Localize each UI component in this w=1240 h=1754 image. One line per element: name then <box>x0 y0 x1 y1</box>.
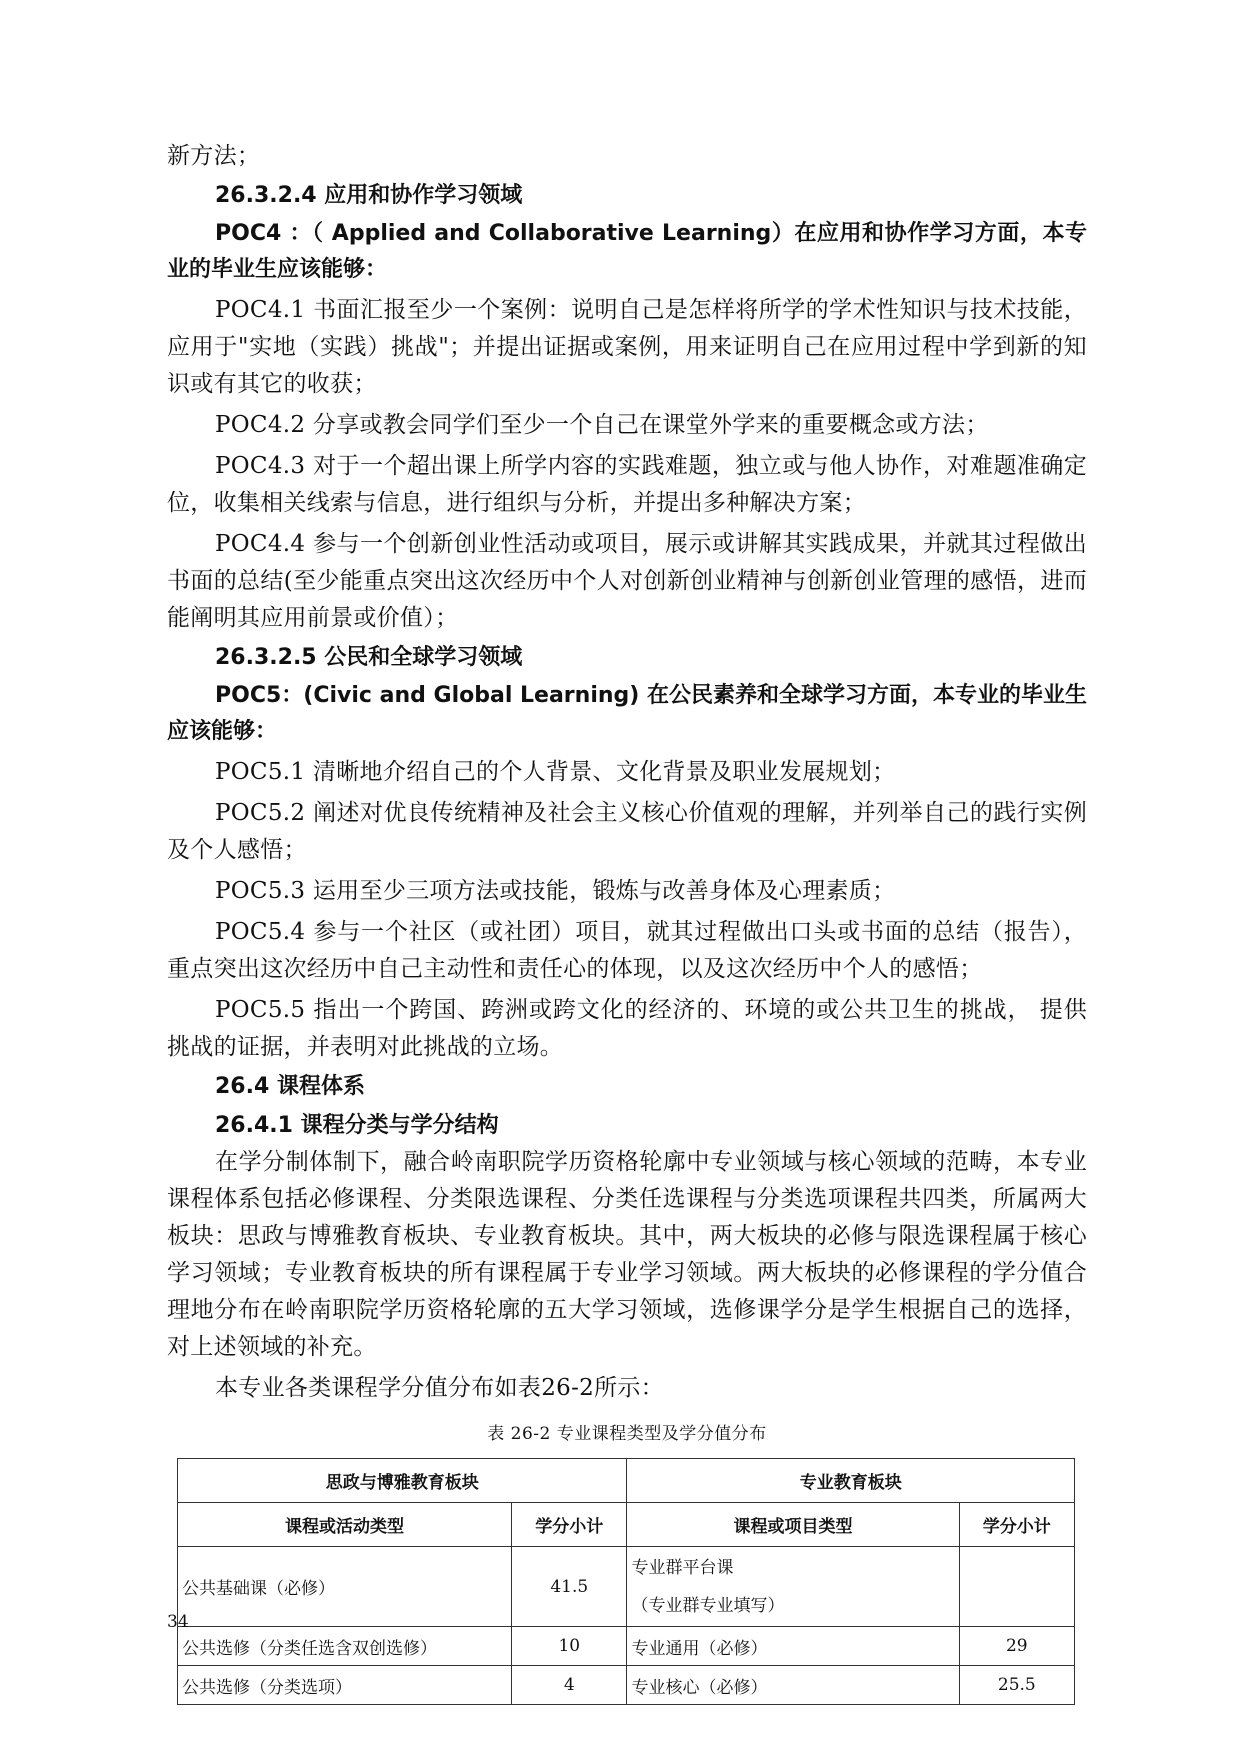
table-cell-line: 专业群平台课 <box>631 1557 734 1578</box>
poc4-4-paragraph: POC4.4 参与一个创新创业性活动或项目，展示或讲解其实践成果，并就其过程做出书面的总结(至少能重点突出这次经历中个人对创新创业精神与创新创业管理的感悟，进而能阐明其应用前景或价值）； <box>167 531 1087 631</box>
poc5-1-paragraph: POC5.1 清晰地介绍自己的个人背景、文化背景及职业发展规划； <box>215 759 896 785</box>
table-row <box>178 1547 1075 1627</box>
poc5-3-paragraph: POC5.3 运用至少三项方法或技能，锻炼与改善身体及心理素质； <box>215 878 896 904</box>
table-cell: 专业核心（必修） <box>627 1666 959 1705</box>
poc5-4-paragraph: POC5.4 参与一个社区（或社团）项目，就其过程做出口头或书面的总结（报告），重点突出这次经历中自己主动性和责任心的体现，以及这次经历中个人的感悟； <box>167 919 1087 982</box>
table-cell: 10 <box>512 1627 627 1666</box>
column-header: 课程或项目类型 <box>627 1503 959 1547</box>
body-paragraph: 在学分制体制下，融合岭南职院学历资格轮廓中专业领域与核心领域的范畴，本专业课程体系包括必修课程、分类限选课程、分类任选课程与分类选项课程共四类，所属两大板块：思政与博雅教育板块、专业教育板块。其中，两大板块的必修与限选课程属于核心学习领域；专业教育板块的所有课程属于专业学习领域。两大板块的必修课程的学分值合理地分布在岭南职院学历资格轮廓的五大学习领域，选修课学分是学生根据自己的选择，对上述领域的补充。 <box>167 1149 1087 1360</box>
table-row <box>178 1666 1075 1705</box>
section-heading-26-4: 26.4 课程体系 <box>215 1074 365 1099</box>
table-cell <box>959 1547 1074 1627</box>
section-heading-26-3-2-4: 26.3.2.4 应用和协作学习领域 <box>215 183 523 208</box>
table-cell <box>627 1547 959 1627</box>
table-row <box>178 1627 1075 1666</box>
column-header: 学分小计 <box>512 1503 627 1547</box>
poc4-heading: POC4 ：（ Applied and Collaborative Learning）在应用和协作学习方面，本专业的毕业生应该能够： <box>167 221 1087 282</box>
credit-distribution-table <box>177 1458 1075 1705</box>
poc4-3-paragraph: POC4.3 对于一个超出课上所学内容的实践难题，独立或与他人协作，对难题准确定位，收集相关线索与信息，进行组织与分析，并提出多种解决方案； <box>167 453 1087 516</box>
poc4-1-paragraph: POC4.1 书面汇报至少一个案例：说明自己是怎样将所学的学术性知识与技术技能，应用于"实地（实践）挑战"；并提出证据或案例，用来证明自己在应用过程中学到新的知识或有其它的收获； <box>167 297 1087 397</box>
section-heading-26-3-2-5: 26.3.2.5 公民和全球学习领域 <box>215 645 523 670</box>
poc4-2-paragraph: POC4.2 分享或教会同学们至少一个自己在课堂外学来的重要概念或方法； <box>215 412 989 438</box>
block-header-left: 思政与博雅教育板块 <box>178 1459 627 1503</box>
column-header: 课程或活动类型 <box>178 1503 512 1547</box>
table-cell: 4 <box>512 1666 627 1705</box>
table-cell: 公共选修（分类选项） <box>178 1666 512 1705</box>
table-cell-line: （专业群专业填写） <box>631 1595 785 1616</box>
page-number: 34 <box>167 1612 189 1632</box>
table-cell: 公共基础课（必修） <box>178 1547 512 1627</box>
section-heading-26-4-1: 26.4.1 课程分类与学分结构 <box>215 1113 499 1138</box>
poc5-2-paragraph: POC5.2 阐述对优良传统精神及社会主义核心价值观的理解，并列举自己的践行实例及个人感悟； <box>167 800 1087 863</box>
table-cell: 25.5 <box>959 1666 1074 1705</box>
table-cell: 公共选修（分类任选含双创选修） <box>178 1627 512 1666</box>
table-cell: 专业通用（必修） <box>627 1627 959 1666</box>
table-intro-paragraph: 本专业各类课程学分值分布如表26-2所示： <box>215 1375 664 1401</box>
block-header-right: 专业教育板块 <box>627 1459 1075 1503</box>
table-cell: 29 <box>959 1627 1074 1666</box>
poc5-heading: POC5：(Civic and Global Learning) 在公民素养和全球学习方面，本专业的毕业生应该能够： <box>167 683 1087 744</box>
paragraph: 新方法； <box>167 143 261 169</box>
poc5-5-paragraph: POC5.5 指出一个跨国、跨洲或跨文化的经济的、环境的或公共卫生的挑战， 提供挑战的证据，并表明对此挑战的立场。 <box>167 997 1087 1060</box>
column-header: 学分小计 <box>959 1503 1074 1547</box>
table-caption: 表 26-2 专业课程类型及学分值分布 <box>487 1424 767 1444</box>
table-cell: 41.5 <box>512 1547 627 1627</box>
document-page <box>167 138 1087 1705</box>
